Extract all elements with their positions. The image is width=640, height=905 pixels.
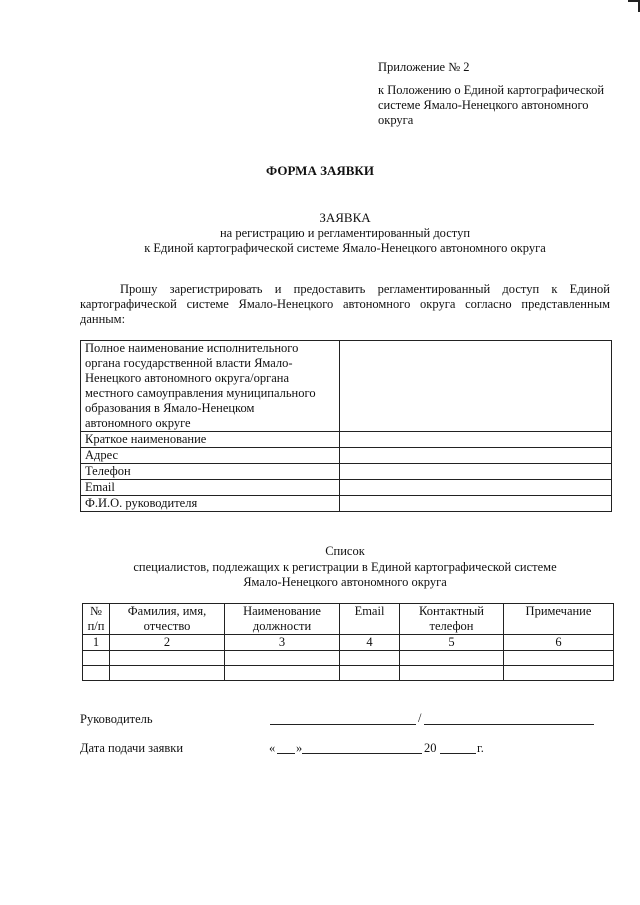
info-row-email bbox=[81, 480, 612, 496]
header-email: Email bbox=[340, 604, 400, 635]
table-cell[interactable] bbox=[400, 651, 504, 666]
appendix-line-2: системе Ямало-Ненецкого автономного bbox=[378, 98, 589, 112]
date-year-suffix: г. bbox=[477, 741, 484, 755]
info-value-phone[interactable] bbox=[340, 464, 612, 480]
submission-date-label: Дата подачи заявки bbox=[80, 741, 184, 755]
table-cell[interactable] bbox=[340, 651, 400, 666]
applicant-info-table bbox=[80, 340, 612, 512]
index-cell: 6 bbox=[504, 635, 614, 651]
header-number: № п/п bbox=[83, 604, 110, 635]
specialists-header-row bbox=[83, 604, 614, 635]
appendix-number: Приложение № 2 bbox=[378, 60, 470, 74]
info-label-full-name: Полное наименование исполнительного органа государственной власти Ямало- Ненецкого автономного округа/органа местного самоуправления муниципального образования в Ямало-Ненецком автономного округе bbox=[81, 341, 340, 432]
table-cell[interactable] bbox=[225, 666, 340, 681]
index-cell: 3 bbox=[225, 635, 340, 651]
date-month-line[interactable] bbox=[302, 753, 422, 754]
specialists-title: Список bbox=[325, 544, 365, 558]
appendix-line-1: к Положению о Единой картографической bbox=[378, 83, 605, 97]
corner-mark bbox=[628, 0, 640, 12]
specialists-empty-row bbox=[83, 666, 614, 681]
info-label-email: Email bbox=[81, 480, 340, 496]
signature-slash: / bbox=[418, 711, 422, 725]
request-subtitle-1: на регистрацию и регламентированный доступ bbox=[219, 226, 471, 240]
request-title: ЗАЯВКА bbox=[319, 210, 371, 225]
info-value-short-name[interactable] bbox=[340, 432, 612, 448]
table-cell[interactable] bbox=[400, 666, 504, 681]
info-value-full-name[interactable] bbox=[340, 341, 612, 432]
table-cell[interactable] bbox=[83, 666, 110, 681]
header-full-name: Фамилия, имя, отчество bbox=[110, 604, 225, 635]
date-year-line[interactable] bbox=[440, 753, 476, 754]
appendix-line-3: округа bbox=[378, 113, 414, 127]
table-cell[interactable] bbox=[83, 651, 110, 666]
info-value-address[interactable] bbox=[340, 448, 612, 464]
table-cell[interactable] bbox=[110, 651, 225, 666]
specialists-subtitle-2: Ямало-Ненецкого автономного округа bbox=[243, 575, 447, 589]
index-cell: 2 bbox=[110, 635, 225, 651]
date-quote-close: » bbox=[296, 741, 303, 755]
info-label-head-name: Ф.И.О. руководителя bbox=[81, 496, 340, 512]
request-body-text: Прошу зарегистрировать и предоставить регламентированный доступ к Единой картографической системе Ямало-Ненецкого автономного округа согласно представленным данным: bbox=[80, 282, 610, 326]
specialists-table bbox=[82, 603, 614, 681]
request-subtitle-2: к Единой картографической системе Ямало-Ненецкого автономного округа bbox=[144, 241, 546, 255]
info-label-short-name: Краткое наименование bbox=[81, 432, 340, 448]
head-name-line[interactable] bbox=[424, 724, 594, 725]
date-year-prefix: 20 bbox=[424, 741, 437, 755]
table-cell[interactable] bbox=[340, 666, 400, 681]
appendix-block bbox=[378, 60, 628, 128]
info-row-head-name bbox=[81, 496, 612, 512]
table-cell[interactable] bbox=[504, 666, 614, 681]
specialists-subtitle-1: специалистов, подлежащих к регистрации в Единой картографической системе bbox=[133, 560, 557, 574]
info-label-address: Адрес bbox=[81, 448, 340, 464]
table-cell[interactable] bbox=[110, 666, 225, 681]
info-value-email[interactable] bbox=[340, 480, 612, 496]
index-cell: 1 bbox=[83, 635, 110, 651]
info-row-full-name bbox=[81, 341, 612, 432]
info-value-head-name[interactable] bbox=[340, 496, 612, 512]
date-quote-open: « bbox=[269, 741, 276, 755]
info-row-phone bbox=[81, 464, 612, 480]
date-day-line[interactable] bbox=[277, 753, 295, 754]
header-position: Наименование должности bbox=[225, 604, 340, 635]
index-cell: 4 bbox=[340, 635, 400, 651]
specialists-index-row bbox=[83, 635, 614, 651]
specialists-empty-row bbox=[83, 651, 614, 666]
index-cell: 5 bbox=[400, 635, 504, 651]
info-row-address bbox=[81, 448, 612, 464]
table-cell[interactable] bbox=[225, 651, 340, 666]
head-signature-label: Руководитель bbox=[80, 712, 153, 726]
info-label-phone: Телефон bbox=[81, 464, 340, 480]
form-title: ФОРМА ЗАЯВКИ bbox=[266, 163, 374, 178]
header-contact-phone: Контактный телефон bbox=[400, 604, 504, 635]
head-signature-line[interactable] bbox=[270, 724, 416, 725]
header-note: Примечание bbox=[504, 604, 614, 635]
table-cell[interactable] bbox=[504, 651, 614, 666]
info-row-short-name bbox=[81, 432, 612, 448]
